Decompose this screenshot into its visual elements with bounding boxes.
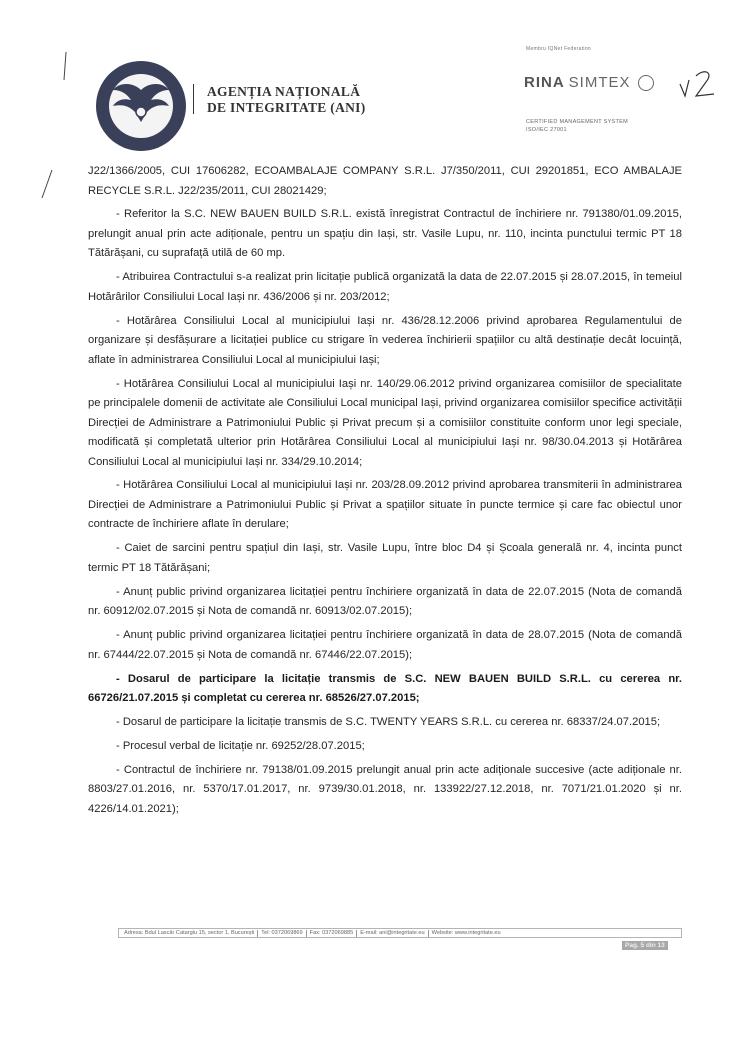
agency-name-line2: DE INTEGRITATE (ANI) [207, 100, 366, 115]
handwritten-note-12 [676, 66, 720, 102]
cert-membership-text: Membru IQNet Federation [526, 46, 591, 52]
agency-name-line1: AGENȚIA NAȚIONALĂ [207, 84, 361, 99]
body-paragraph: - Procesul verbal de licitație nr. 69252/28.07.2015; [116, 739, 365, 752]
header-divider [193, 84, 194, 114]
body-paragraph: - Atribuirea Contractului s-a realizat prin licitație publică organizată la data de 22.07.2015 și 28.07.2015, în temeiul Hotărârilor Consiliului Local Iași nr. 436/2006 și nr. 203/2012; [88, 271, 682, 303]
body-paragraph: - Dosarul de participare la licitație transmis de S.C. NEW BAUEN BUILD S.R.L. cu cererea nr. 66726/21.07.2015 și completat cu cererea nr. 68526/27.07.2015; [88, 672, 682, 705]
footer-email: E-mail: ani@integritate.eu [360, 930, 425, 936]
cert-subtitle-line2: ISO/IEC 27001 [526, 127, 567, 133]
footer-separator [257, 930, 258, 937]
footer-fax: Fax: 0372069885 [309, 930, 354, 936]
footer-separator [428, 930, 429, 937]
agency-seal-logo [95, 60, 187, 152]
body-paragraph: - Contractul de închiriere nr. 79138/01.09.2015 prelungit anual prin acte adiționale succesive (acte adiționale nr. 8803/27.01.2016, nr. 5370/17.01.2017, nr. 9739/30.01.2018, nr. 133922/27.12.2018, nr. 7071/21.01.2020 și nr. 4226/14.01.2021); [88, 763, 682, 815]
body-paragraph: - Dosarul de participare la licitație transmis de S.C. TWENTY YEARS S.R.L. cu cererea nr. 68337/24.07.2015; [116, 715, 661, 728]
body-paragraph: - Referitor la S.C. NEW BAUEN BUILD S.R.L. există înregistrat Contractul de închiriere nr. 791380/01.09.2015, prelungit anual prin acte adiționale, pentru un spațiu din Iași, str. Vasile Lupu, nr. 110, incinta punctului termic PT 18 Tătărășani, cu suprafață utilă de 60 mp. [88, 208, 682, 260]
body-paragraph: J22/1366/2005, CUI 17606282, ECOAMBALAJE COMPANY S.R.L. J7/350/2011, CUI 29201851, ECO AMBALAJE RECYCLE S.R.L. J22/235/2011, CUI 28021429; [88, 165, 682, 197]
document-body [88, 162, 682, 824]
body-paragraph: - Anunț public privind organizarea licitației pentru închiriere organizată în data de 28.07.2015 (Nota de comandă nr. 67444/22.07.2015 și Nota de comandă nr. 67446/22.07.2015); [88, 629, 682, 661]
body-paragraph: - Hotărârea Consiliului Local al municipiului Iași nr. 436/28.12.2006 privind aprobarea Regulamentului de organizare și desfășurare a licitației publice cu strigare în vederea închirierii spațiilor cu altă destinație decât locuință, aflate în administrarea Consiliului Local al municipiului Iași; [88, 314, 682, 366]
body-paragraph: - Caiet de sarcini pentru spațiul din Iași, str. Vasile Lupu, între bloc D4 și Școala generală nr. 4, incinta punct termic PT 18 Tătărășani; [88, 542, 682, 574]
cert-mark-icon [638, 75, 654, 91]
footer-address: Adresa: Bdul Lascăr Catargiu 15, sector 1, București [124, 930, 255, 936]
margin-pen-mark [30, 50, 80, 200]
page-number: Pag. 5 din 13 [622, 941, 668, 950]
cert-logo-simtex: SIMTEX [568, 74, 631, 91]
footer-website: Website: www.integritate.eu [431, 930, 501, 936]
cert-subtitle-line1: CERTIFIED MANAGEMENT SYSTEM [526, 119, 629, 125]
page-footer [118, 928, 682, 938]
certification-logo [524, 74, 654, 91]
cert-subtitle [526, 118, 628, 134]
footer-tel: Tel: 0372069869 [261, 930, 303, 936]
footer-separator [306, 930, 307, 937]
body-paragraph: - Hotărârea Consiliului Local al municipiului Iași nr. 203/28.09.2012 privind aprobarea transmiterii în administrarea Direcției de Administrare a Patrimoniului Public și Privat a spațiilor situate în puncte termice și care fac obiectul unor contracte de închiriere aflate în derulare; [88, 479, 682, 531]
cert-logo-rina: RINA [524, 74, 565, 91]
agency-name [207, 84, 366, 116]
body-paragraph: - Hotărârea Consiliului Local al municipiului Iași nr. 140/29.06.2012 privind organizarea comisiilor de specialitate pe principalele domenii de activitate ale Consiliului Local municipal Iași, privind organizarea comisiilor specifice activității Direcției de Administrare a Patrimoniului Public și Privat precum și a comisiilor constituite conform unor legi speciale, modificată și completată ulterior prin Hotărârea Consiliului Local al municipiului Iași nr. 98/30.04.2013 și Hotărârea Consiliului Local al municipiului Iași nr. 334/29.10.2014; [88, 377, 682, 468]
footer-separator [356, 930, 357, 937]
body-paragraph: - Anunț public privind organizarea licitației pentru închiriere organizată în data de 22.07.2015 (Nota de comandă nr. 60912/02.07.2015 și Nota de comandă nr. 60913/02.07.2015); [88, 585, 682, 618]
